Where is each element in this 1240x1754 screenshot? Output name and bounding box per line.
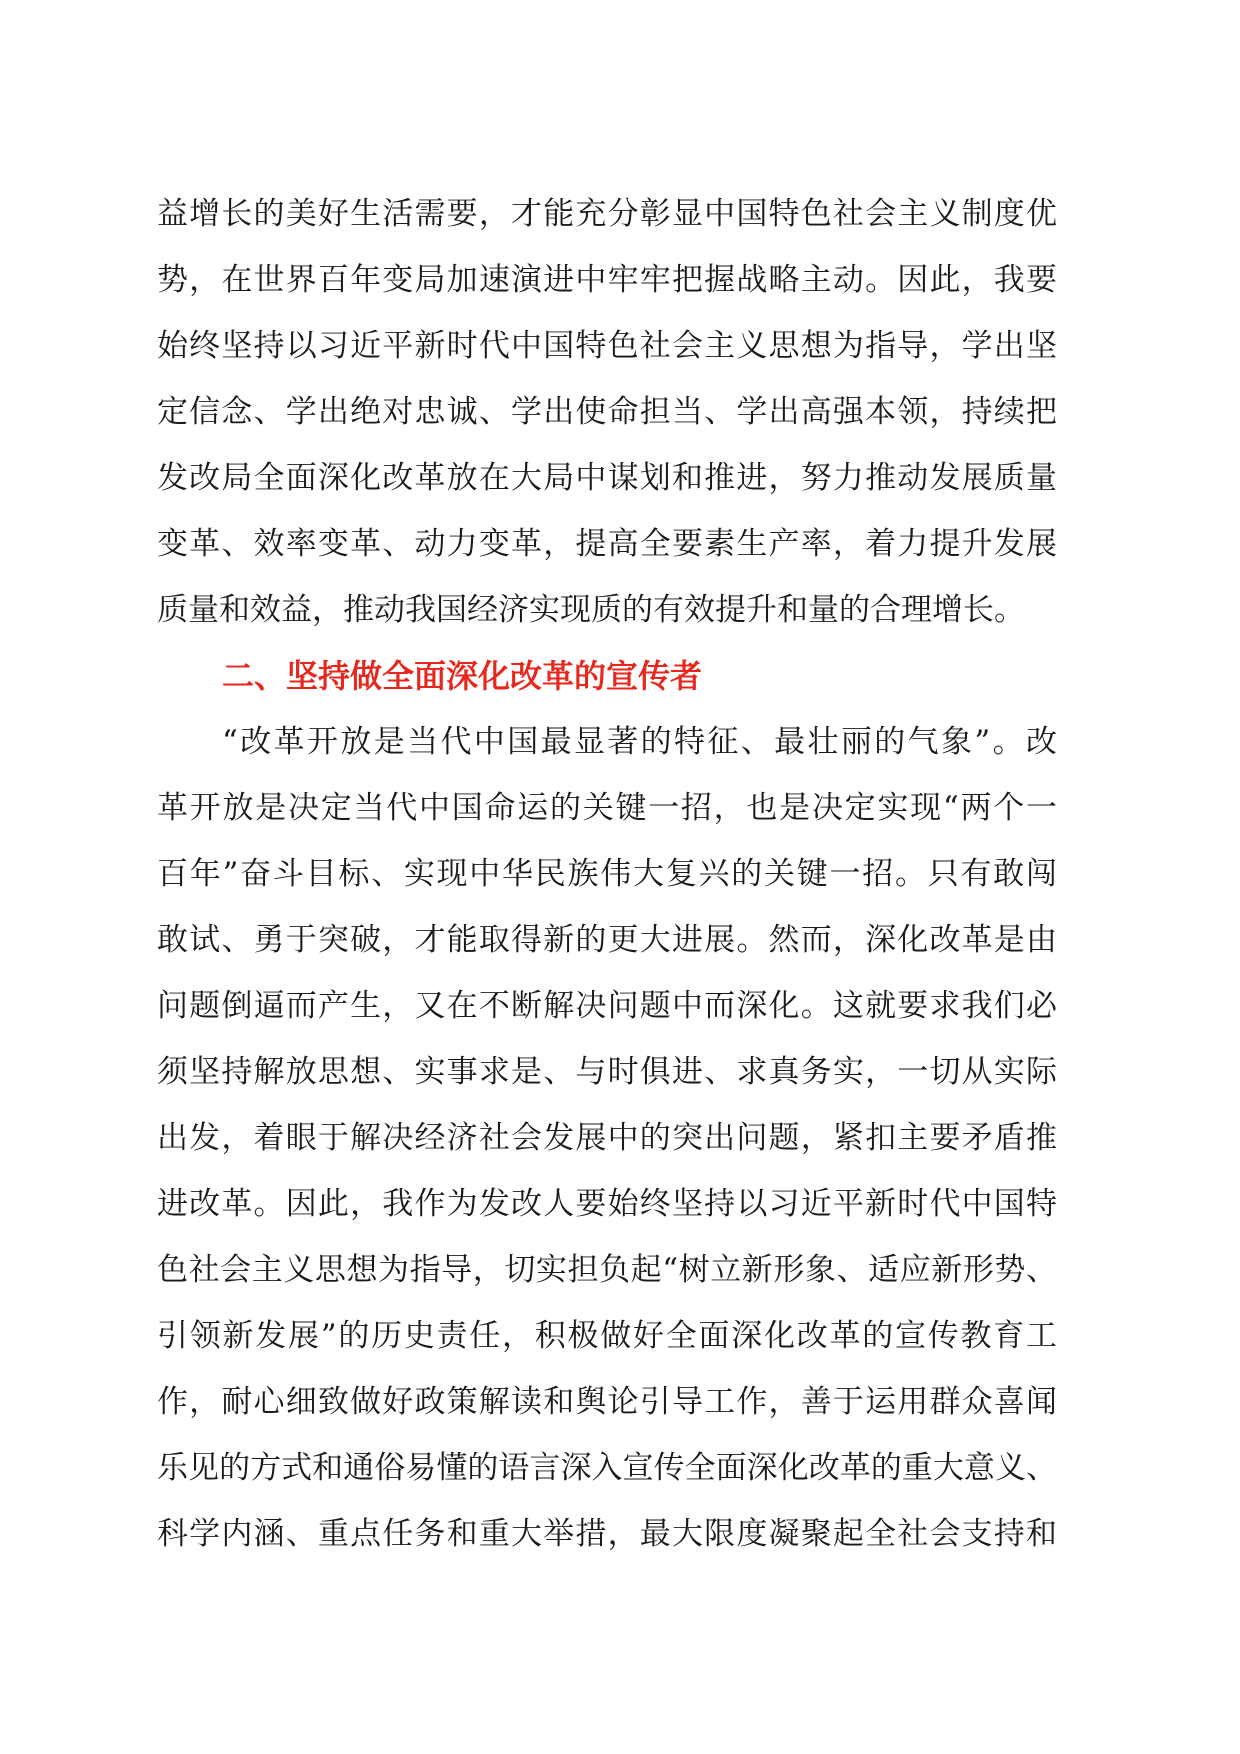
paragraph-2-line-1: “改革开放是当代中国最显著的特征、最壮丽的气象”。改 [222,724,1057,760]
paragraph-2-line-11: 作，耐心细致做好政策解读和舆论引导工作，善于运用群众喜闻 [157,1384,1057,1420]
paragraph-1-line-6: 变革、效率变革、动力变革，提高全要素生产率，着力提升发展 [157,526,1057,562]
paragraph-2-line-12: 乐见的方式和通俗易懂的语言深入宣传全面深化改革的重大意义、 [157,1450,1057,1486]
paragraph-2-line-10: 引领新发展”的历史责任，积极做好全面深化改革的宣传教育工 [157,1318,1057,1354]
paragraph-1-line-3: 始终坚持以习近平新时代中国特色社会主义思想为指导，学出坚 [157,328,1057,364]
paragraph-2-line-6: 须坚持解放思想、实事求是、与时俱进、求真务实，一切从实际 [157,1054,1057,1090]
paragraph-2-line-13: 科学内涵、重点任务和重大举措，最大限度凝聚起全社会支持和 [157,1516,1057,1552]
paragraph-1-line-5: 发改局全面深化改革放在大局中谋划和推进，努力推动发展质量 [157,460,1057,496]
paragraph-1-line-1: 益增长的美好生活需要，才能充分彰显中国特色社会主义制度优 [157,196,1057,232]
paragraph-2-line-7: 出发，着眼于解决经济社会发展中的突出问题，紧扣主要矛盾推 [157,1120,1057,1156]
paragraph-2-line-4: 敢试、勇于突破，才能取得新的更大进展。然而，深化改革是由 [157,922,1057,958]
paragraph-2-line-2: 革开放是决定当代中国命运的关键一招，也是决定实现“两个一 [157,790,1057,826]
paragraph-1-line-2: 势，在世界百年变局加速演进中牢牢把握战略主动。因此，我要 [157,262,1057,298]
paragraph-2-line-5: 问题倒逼而产生，又在不断解决问题中而深化。这就要求我们必 [157,988,1057,1024]
section-heading: 二、坚持做全面深化改革的宣传者 [222,657,703,695]
paragraph-2-line-3: 百年”奋斗目标、实现中华民族伟大复兴的关键一招。只有敢闯 [157,856,1057,892]
paragraph-2-line-8: 进改革。因此，我作为发改人要始终坚持以习近平新时代中国特 [157,1186,1057,1222]
paragraph-1-line-4: 定信念、学出绝对忠诚、学出使命担当、学出高强本领，持续把 [157,394,1057,430]
paragraph-2-line-9: 色社会主义思想为指导，切实担负起“树立新形象、适应新形势、 [157,1252,1057,1288]
paragraph-1-line-7: 质量和效益，推动我国经济实现质的有效提升和量的合理增长。 [157,592,1025,628]
